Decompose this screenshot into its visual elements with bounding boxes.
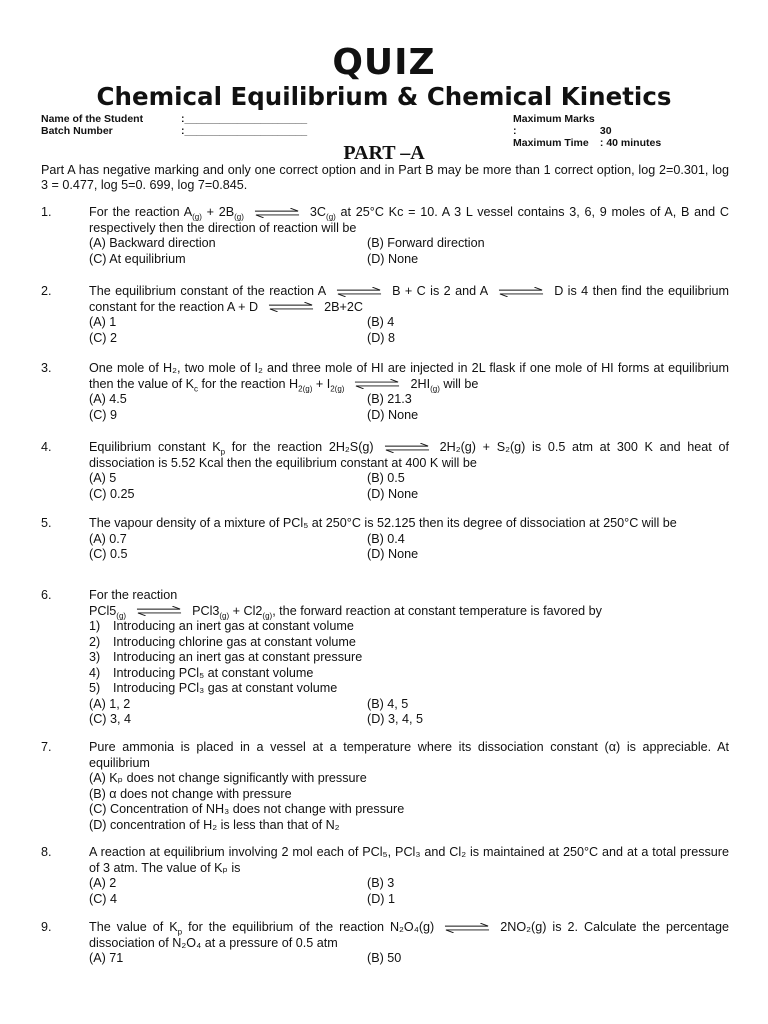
option-b[interactable]: (B) Forward direction (367, 236, 485, 250)
student-name-label: Name of the Student (41, 113, 144, 125)
question-number: 1. (41, 205, 52, 219)
question-number: 6. (41, 588, 52, 602)
question-9 (41, 920, 729, 967)
equilibrium-arrow-icon (444, 923, 490, 933)
question-stem: Pure ammonia is placed in a vessel at a temperature where its dissociation constant (α) is appreciable. At equilibrium (89, 740, 729, 770)
equilibrium-arrow-icon (336, 287, 382, 297)
option-a[interactable]: (A) 0.7 (89, 531, 127, 546)
question-6 (41, 588, 729, 728)
option-c[interactable]: (C) 9 (89, 407, 117, 422)
question-1 (41, 205, 729, 267)
equilibrium-arrow-icon (498, 287, 544, 297)
question-number: 8. (41, 845, 52, 859)
option-c[interactable]: (C) 4 (89, 891, 117, 906)
max-time-label: Maximum Time (513, 137, 589, 149)
option-d[interactable]: (D) 8 (367, 330, 395, 345)
list-item: 2) Introducing chlorine gas at constant volume (89, 634, 356, 649)
option-b[interactable]: (B) α does not change with pressure (89, 786, 292, 801)
max-marks-label: Maximum Marks : (513, 113, 595, 137)
option-a[interactable]: (A) Kₚ does not change significantly with pressure (89, 771, 367, 785)
option-a[interactable]: (A) 71 (89, 951, 124, 965)
options (89, 236, 729, 267)
statement-list (89, 619, 729, 697)
student-name-blank: :_____________________ (181, 113, 308, 125)
option-b[interactable]: (B) 0.5 (367, 471, 405, 485)
list-item: 3) Introducing an inert gas at constant pressure (89, 650, 363, 664)
option-b[interactable]: (B) 4, 5 (367, 696, 409, 711)
option-b[interactable]: (B) 21.3 (367, 392, 412, 406)
option-d[interactable]: (D) concentration of H₂ is less than that of N₂ (89, 817, 340, 832)
question-stem: One mole of H₂, two mole of I₂ and three mole of HI are injected in 2L flask if one mole of HI forms at equilibrium then the value of $K_c$ for the reaction $H_{2(g)} + I_{2(g)}$ $2HI_{(g)}$ will be (89, 361, 729, 394)
option-c[interactable]: (C) 3, 4 (89, 712, 131, 726)
option-list (89, 771, 729, 833)
question-stem: The value of $K_p$ for the equilibrium of the reaction N₂O₄(g) 2NO₂(g) is 2. Calculate the percentage dissociation of N₂O₄ at a pressure of 0.5 atm (89, 920, 729, 950)
option-b[interactable]: (B) 3 (367, 876, 395, 890)
quiz-subtitle: Chemical Equilibrium & Chemical Kinetics (96, 82, 672, 111)
batch-number-label: Batch Number (41, 125, 113, 137)
options (89, 951, 729, 967)
max-marks-value: 30 (599, 125, 612, 137)
option-a[interactable]: (A) 1 (89, 315, 117, 329)
quiz-title: QUIZ (332, 42, 436, 83)
options (89, 315, 729, 346)
max-time-value: : 40 minutes (599, 137, 662, 149)
list-item: 5) Introducing PCl₃ gas at constant volume (89, 681, 338, 695)
question-8 (41, 845, 729, 907)
question-3 (41, 361, 729, 423)
batch-number-blank: :_____________________ (181, 125, 308, 137)
equilibrium-arrow-icon (268, 302, 314, 312)
question-number: 5. (41, 516, 52, 530)
equilibrium-arrow-icon (254, 208, 300, 218)
question-stem: For the reaction $A_{(g)} + 2B_{(g)}$ $3C_{(g)}$ at 25°C Kc = 10. A 3 L vessel contains 3, 6, 9 moles of A, B and C respectively then the direction of reaction will be (89, 205, 729, 235)
question-5 (41, 516, 729, 563)
options (89, 876, 729, 907)
options (89, 697, 729, 728)
question-number: 7. (41, 740, 52, 754)
option-c[interactable]: (C) 2 (89, 330, 117, 345)
question-number: 4. (41, 440, 52, 454)
option-a[interactable]: (A) Backward direction (89, 236, 216, 250)
question-stem: The vapour density of a mixture of PCl₅ at 250°C is 52.125 then its degree of dissociation at 250°C will be (89, 516, 677, 530)
question-4 (41, 440, 729, 502)
options (89, 471, 729, 502)
option-c[interactable]: (C) Concentration of NH₃ does not change with pressure (89, 802, 405, 816)
option-b[interactable]: (B) 4 (367, 315, 395, 329)
equilibrium-arrow-icon (384, 443, 430, 453)
instructions: Part A has negative marking and only one correct option and in Part B may be more than 1 correct option, log 2=0.301, log 3 = 0.477, log 5=0. 699, log 7=0.845. (41, 163, 729, 192)
options (89, 392, 729, 423)
question-7 (41, 740, 729, 833)
option-b[interactable]: (B) 50 (367, 951, 402, 965)
options (89, 532, 729, 563)
question-stem: A reaction at equilibrium involving 2 mol each of PCl₅, PCl₃ and Cl₂ is maintained at 250°C and at a total pressure of 3 atm. The value of Kₚ is (89, 845, 729, 875)
option-b[interactable]: (B) 0.4 (367, 531, 405, 546)
option-d[interactable]: (D) None (367, 486, 419, 501)
question-number: 3. (41, 361, 52, 375)
option-d[interactable]: (D) 3, 4, 5 (367, 712, 423, 726)
list-item: 1) Introducing an inert gas at constant volume (89, 619, 354, 633)
option-a[interactable]: (A) 5 (89, 471, 117, 485)
equilibrium-arrow-icon (354, 379, 400, 389)
question-number: 9. (41, 920, 52, 934)
option-a[interactable]: (A) 4.5 (89, 392, 127, 406)
option-d[interactable]: (D) None (367, 251, 419, 266)
option-a[interactable]: (A) 1, 2 (89, 696, 131, 711)
option-d[interactable]: (D) None (367, 407, 419, 422)
option-d[interactable]: (D) None (367, 547, 419, 561)
equilibrium-arrow-icon (136, 606, 182, 616)
option-a[interactable]: (A) 2 (89, 876, 117, 890)
question-stem: For the reaction (89, 588, 178, 602)
question-stem: The equilibrium constant of the reaction A B + C is 2 and A D is 4 then find the equilibrium constant for the reaction A + D 2B+2C (89, 284, 729, 314)
option-c[interactable]: (C) At equilibrium (89, 251, 186, 266)
option-c[interactable]: (C) 0.25 (89, 486, 135, 501)
question-number: 2. (41, 284, 52, 298)
question-stem: Equilibrium constant $K_p$ for the reaction 2H₂S(g) 2H₂(g) + S₂(g) is 0.5 atm at 300 K and heat of dissociation is 5.52 Kcal then the equilibrium constant at 400 K will be (89, 440, 729, 470)
list-item: 4) Introducing PCl₅ at constant volume (89, 665, 314, 680)
reaction-line: $PCl5_{(g)}$ $PCl3_{(g)} + Cl2_{(g)}$, the forward reaction at constant temperature is favored by (89, 603, 602, 621)
question-2 (41, 284, 729, 346)
option-d[interactable]: (D) 1 (367, 891, 395, 906)
student-info (41, 113, 307, 137)
option-c[interactable]: (C) 0.5 (89, 547, 128, 561)
part-heading: PART –A (343, 142, 425, 164)
